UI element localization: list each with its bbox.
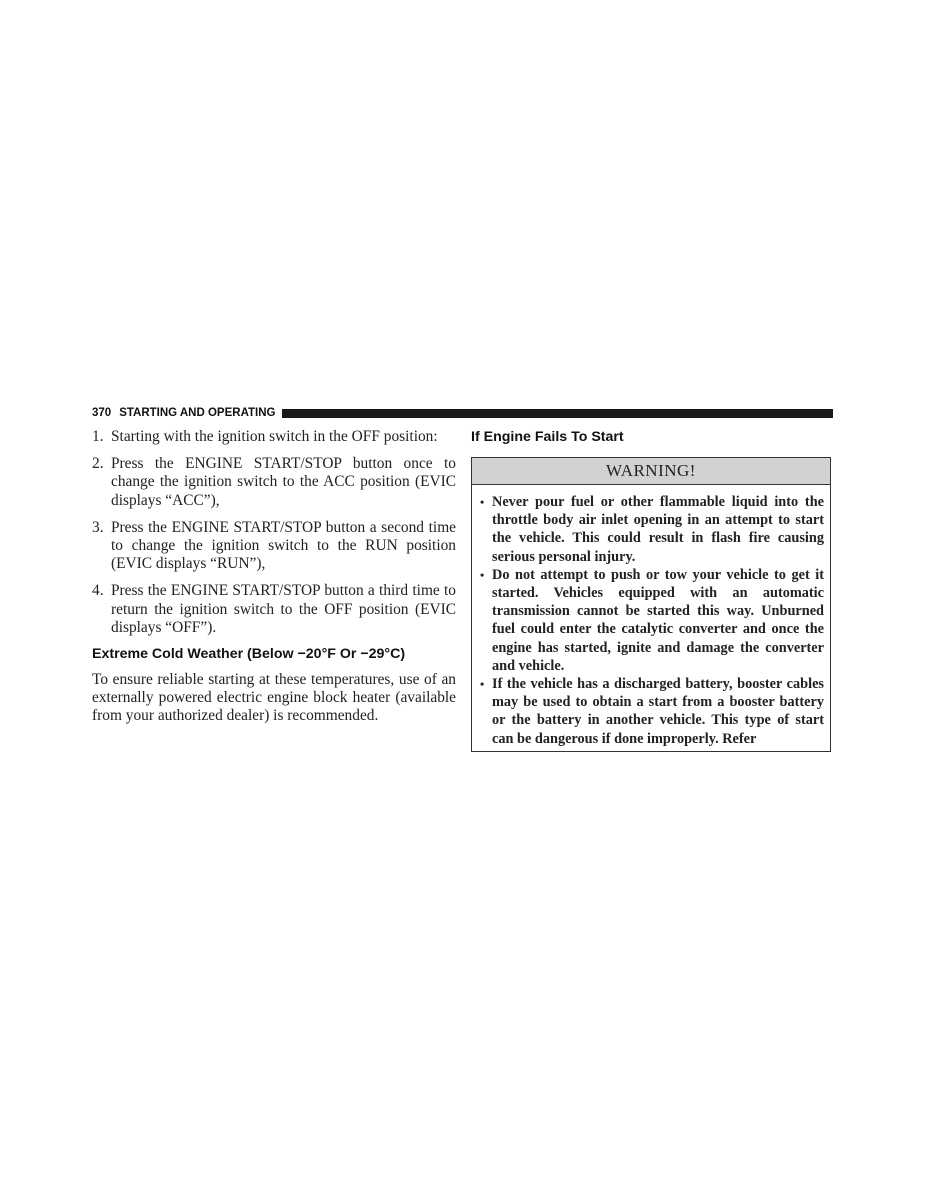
- start-steps-list: [92, 428, 456, 637]
- warning-item: [480, 493, 824, 566]
- page-header: [92, 405, 833, 421]
- bullet-icon: •: [480, 495, 485, 509]
- bullet-icon: •: [480, 567, 485, 582]
- warning-title: WARNING!: [472, 458, 830, 485]
- cold-weather-heading: Extreme Cold Weather (Below −20°F Or −29°C): [92, 646, 406, 663]
- step-number: 1.: [92, 428, 104, 445]
- step-text: Press the ENGINE START/STOP button a third time to return the ignition switch to the OFF position (EVIC displays “OFF”).: [111, 582, 456, 636]
- warning-item: [480, 675, 824, 748]
- step-text: Press the ENGINE START/STOP button a second time to change the ignition switch to the RUN position (EVIC displays “RUN”),: [111, 518, 456, 573]
- warning-text: If the vehicle has a discharged battery, booster cables may be used to obtain a start from a booster battery or the battery in another vehicle. This type of start can be dangerous if done improperly. Refer: [492, 676, 824, 747]
- warning-list: [472, 485, 830, 751]
- warning-item: [480, 566, 824, 675]
- header-rule: [282, 409, 834, 418]
- step-item: [92, 428, 456, 446]
- step-number: 4.: [92, 582, 104, 600]
- warning-text: Do not attempt to push or tow your vehicle to get it started. Vehicles equipped with an automatic transmission cannot be started this way. Unburned fuel could enter the catalytic converter and once the engine has started, ignite and damage the converter and vehicle.: [492, 566, 824, 674]
- step-item: [92, 582, 456, 637]
- right-column: [471, 428, 834, 752]
- section-title: STARTING AND OPERATING: [119, 407, 276, 419]
- bullet-icon: •: [480, 677, 485, 692]
- page-number: 370: [92, 407, 112, 419]
- step-number: 2.: [92, 455, 104, 473]
- cold-weather-paragraph: To ensure reliable starting at these temperatures, use of an externally powered electric engine block heater (available from your authorized dealer) is recommended.: [92, 671, 456, 725]
- step-item: [92, 455, 456, 510]
- warning-box: [471, 457, 831, 752]
- step-number: 3.: [92, 518, 104, 536]
- engine-fails-heading: If Engine Fails To Start: [471, 429, 624, 445]
- warning-text: Never pour fuel or other flammable liquid into the throttle body air inlet opening in an attempt to start the vehicle. This could result in flash fire causing serious personal injury.: [492, 494, 824, 565]
- step-item: [92, 519, 456, 574]
- left-column: [92, 428, 456, 726]
- step-text: Starting with the ignition switch in the OFF position:: [111, 428, 438, 445]
- step-text: Press the ENGINE START/STOP button once to change the ignition switch to the ACC position (EVIC displays “ACC”),: [111, 455, 456, 509]
